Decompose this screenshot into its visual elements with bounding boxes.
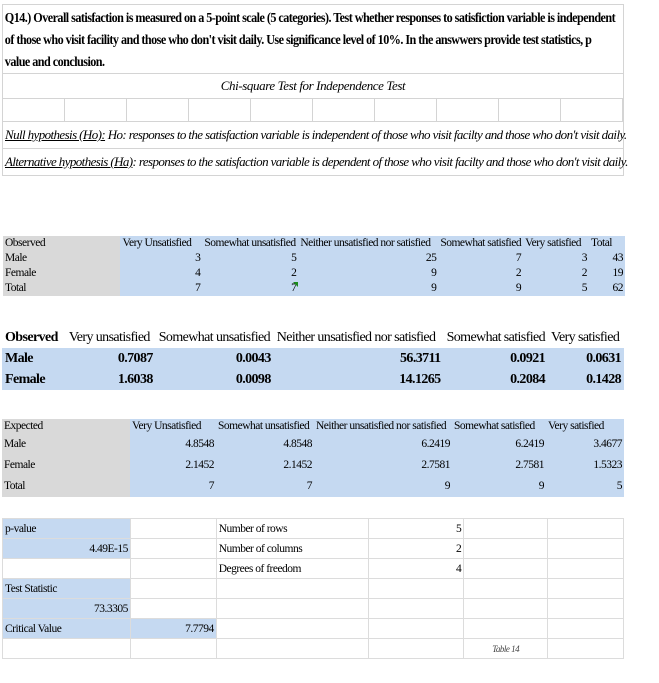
- table-cell: 56.3711: [274, 348, 444, 369]
- empty-cell: [368, 579, 464, 599]
- observed-title: Observed: [3, 236, 120, 251]
- table-cell: 7: [130, 476, 216, 497]
- empty-cell: [464, 559, 548, 579]
- empty-cell: [130, 539, 216, 559]
- table-cell: 0.0043: [156, 348, 274, 369]
- df-value: 4: [368, 559, 464, 579]
- table-cell: 19: [589, 266, 625, 281]
- expected-header: Very satisfied: [546, 419, 624, 434]
- table-cell: 2: [523, 266, 589, 281]
- chisq-header: Very satisfied: [551, 330, 620, 345]
- alternative-hypothesis: [2, 149, 628, 176]
- test-subtitle: Chi-square Test for Independence Test: [2, 74, 624, 99]
- empty-cell: [464, 619, 548, 639]
- observed-table: [3, 236, 625, 296]
- null-hypothesis-text: Ho: responses to the satisfaction variable is independent of those who visit facilty and those who don't visit daily.: [105, 127, 627, 142]
- test-statistic-value: 73.3305: [3, 599, 131, 619]
- empty-cell: [130, 599, 216, 619]
- chisq-header: Somewhat satisfied: [446, 330, 546, 345]
- table-cell: 2: [202, 266, 298, 281]
- table-row: [2, 455, 624, 476]
- table-cell: 4.8548: [216, 434, 314, 455]
- row-label: Female: [2, 369, 66, 390]
- question-block: [2, 4, 628, 176]
- rows-label: Number of rows: [216, 519, 368, 539]
- expected-header: Very Unsatisfied: [130, 419, 216, 434]
- table-cell: 6.2419: [314, 434, 452, 455]
- empty-cell: [130, 559, 216, 579]
- expected-header: Somewhat unsatisfied: [216, 419, 314, 434]
- table-cell: 3.4677: [546, 434, 624, 455]
- table-row: [3, 639, 624, 659]
- observed-header: Very satisfied: [523, 236, 589, 251]
- row-label: Male: [2, 434, 130, 455]
- empty-cell: [464, 599, 548, 619]
- table-cell: 3: [120, 251, 202, 266]
- table-row: [2, 434, 624, 455]
- rows-value: 5: [368, 519, 464, 539]
- empty-cell: [464, 519, 548, 539]
- observed-header: Somewhat unsatisfied: [202, 236, 298, 251]
- empty-cell: [548, 539, 624, 559]
- table-cell: 9: [298, 281, 438, 296]
- row-label: Male: [3, 251, 120, 266]
- row-label: Total: [3, 281, 120, 296]
- table-cell: 9: [314, 476, 452, 497]
- table-cell: [202, 281, 298, 296]
- chisq-title: Observed: [5, 330, 58, 345]
- table-cell: 2.7581: [452, 455, 546, 476]
- table-row: [2, 476, 624, 497]
- observed-header: Neither unsatisfied nor satisfied: [298, 236, 438, 251]
- empty-cell: [548, 619, 624, 639]
- table-cell: 25: [298, 251, 438, 266]
- null-hypothesis-label: Null hypothesis (Ho):: [5, 127, 106, 142]
- alt-hypothesis-label: Alternative hypothesis (Ha): [5, 154, 133, 169]
- results-block: [2, 518, 624, 659]
- empty-cell: [368, 639, 464, 659]
- null-hypothesis: [2, 122, 627, 149]
- row-label: Female: [2, 455, 130, 476]
- empty-cell: [130, 639, 216, 659]
- table-row: [3, 251, 625, 266]
- table-cell: 2.1452: [216, 455, 314, 476]
- row-label: Total: [2, 476, 130, 497]
- empty-cell: [130, 519, 216, 539]
- table-caption: [464, 639, 548, 659]
- results-table: [2, 518, 624, 659]
- expected-header: Somewhat satisfied: [452, 419, 546, 434]
- chisq-header: Very unsatisfied: [68, 330, 150, 345]
- empty-cell: [130, 579, 216, 599]
- table-row: [2, 369, 624, 390]
- table-cell: 2.1452: [130, 455, 216, 476]
- table-cell: 5: [202, 251, 298, 266]
- cols-value: 2: [368, 539, 464, 559]
- alt-hypothesis-text: : responses to the satisfaction variable is dependent of those who visit facilty and those who don't visit daily.: [132, 154, 628, 169]
- table-cell: 7: [216, 476, 314, 497]
- table-cell: 62: [589, 281, 625, 296]
- table-cell: 0.0098: [156, 369, 274, 390]
- empty-cell: [548, 599, 624, 619]
- table-cell: 4: [120, 266, 202, 281]
- table-cell: 7: [438, 251, 523, 266]
- empty-cell: [548, 559, 624, 579]
- table-cell: 1.6038: [66, 369, 156, 390]
- table-row: [3, 619, 624, 639]
- expected-header: Neither unsatisfied nor satisfied: [314, 419, 452, 434]
- empty-cell: [3, 559, 131, 579]
- observed-header: Somewhat satisfied: [440, 237, 522, 249]
- table-cell: 2: [438, 266, 523, 281]
- table-cell: 43: [589, 251, 625, 266]
- table-cell: 5: [523, 281, 589, 296]
- table-cell: 9: [452, 476, 546, 497]
- expected-header-row: [2, 419, 624, 434]
- table-cell: 9: [298, 266, 438, 281]
- table-row: [3, 539, 624, 559]
- df-label: Degrees of freedom: [216, 559, 368, 579]
- table-cell: 3: [523, 251, 589, 266]
- table-row: [2, 348, 624, 369]
- table-cell: 0.2084: [444, 369, 548, 390]
- table-cell: 1.5323: [546, 455, 624, 476]
- empty-cell: [216, 599, 368, 619]
- critical-value: 7.7794: [130, 619, 216, 639]
- table-cell: 0.7087: [66, 348, 156, 369]
- empty-cell: [368, 599, 464, 619]
- table-cell: 0.1428: [548, 369, 624, 390]
- cols-label: Number of columns: [216, 539, 368, 559]
- empty-cell: [216, 639, 368, 659]
- empty-cell: [3, 639, 131, 659]
- table-cell: 2.7581: [314, 455, 452, 476]
- comment-marker-icon: [293, 282, 298, 287]
- empty-cell: [464, 579, 548, 599]
- observed-header: Very Unsatisfied: [120, 236, 202, 251]
- empty-cell: [548, 519, 624, 539]
- question-cell: [2, 4, 624, 74]
- test-statistic-label: Test Statistic: [3, 579, 131, 599]
- table-cell: 0.0631: [548, 348, 624, 369]
- table-row: [3, 266, 625, 281]
- expected-title: Expected: [2, 419, 130, 434]
- table-tag: Table 14: [492, 643, 520, 654]
- critical-value-label: Critical Value: [3, 619, 131, 639]
- observed-header: Total: [589, 236, 625, 251]
- table-row: [3, 579, 624, 599]
- pvalue-label: p-value: [3, 519, 131, 539]
- empty-cell: [548, 639, 624, 659]
- chisq-header: Neither unsatisfied nor satisfied: [276, 330, 436, 345]
- empty-cell: [368, 619, 464, 639]
- table-row: [3, 519, 624, 539]
- table-cell: 9: [438, 281, 523, 296]
- blank-grid-row: [2, 99, 624, 122]
- chisq-header: Somewhat unsatisfied: [158, 330, 271, 345]
- chisq-header-row: [2, 327, 624, 348]
- observed-header-row: [3, 236, 625, 251]
- cell-value: 7: [291, 282, 297, 294]
- empty-cell: [216, 619, 368, 639]
- empty-cell: [464, 539, 548, 559]
- table-cell: 0.0921: [444, 348, 548, 369]
- table-cell: 4.8548: [130, 434, 216, 455]
- row-label: Male: [2, 348, 66, 369]
- table-cell: 6.2419: [452, 434, 546, 455]
- question-text: Q14.) Overall satisfaction is measured on a 5-point scale (5 categories). Test whether responses to satisfiction variable is independent of those who visit facility and those who don't visit daily. Use significance level of 10%. In the answwers provide test statistics, p value and conclusion.: [4, 10, 616, 69]
- table-row: [3, 281, 625, 296]
- expected-table: [2, 419, 624, 497]
- empty-cell: [548, 579, 624, 599]
- table-row: [3, 599, 624, 619]
- table-cell: 5: [546, 476, 624, 497]
- table-row: [3, 559, 624, 579]
- table-cell: 14.1265: [274, 369, 444, 390]
- table-cell: 7: [120, 281, 202, 296]
- pvalue-value: 4.49E-15: [3, 539, 131, 559]
- empty-cell: [216, 579, 368, 599]
- row-label: Female: [3, 266, 120, 281]
- chisq-contribution-table: [2, 327, 624, 390]
